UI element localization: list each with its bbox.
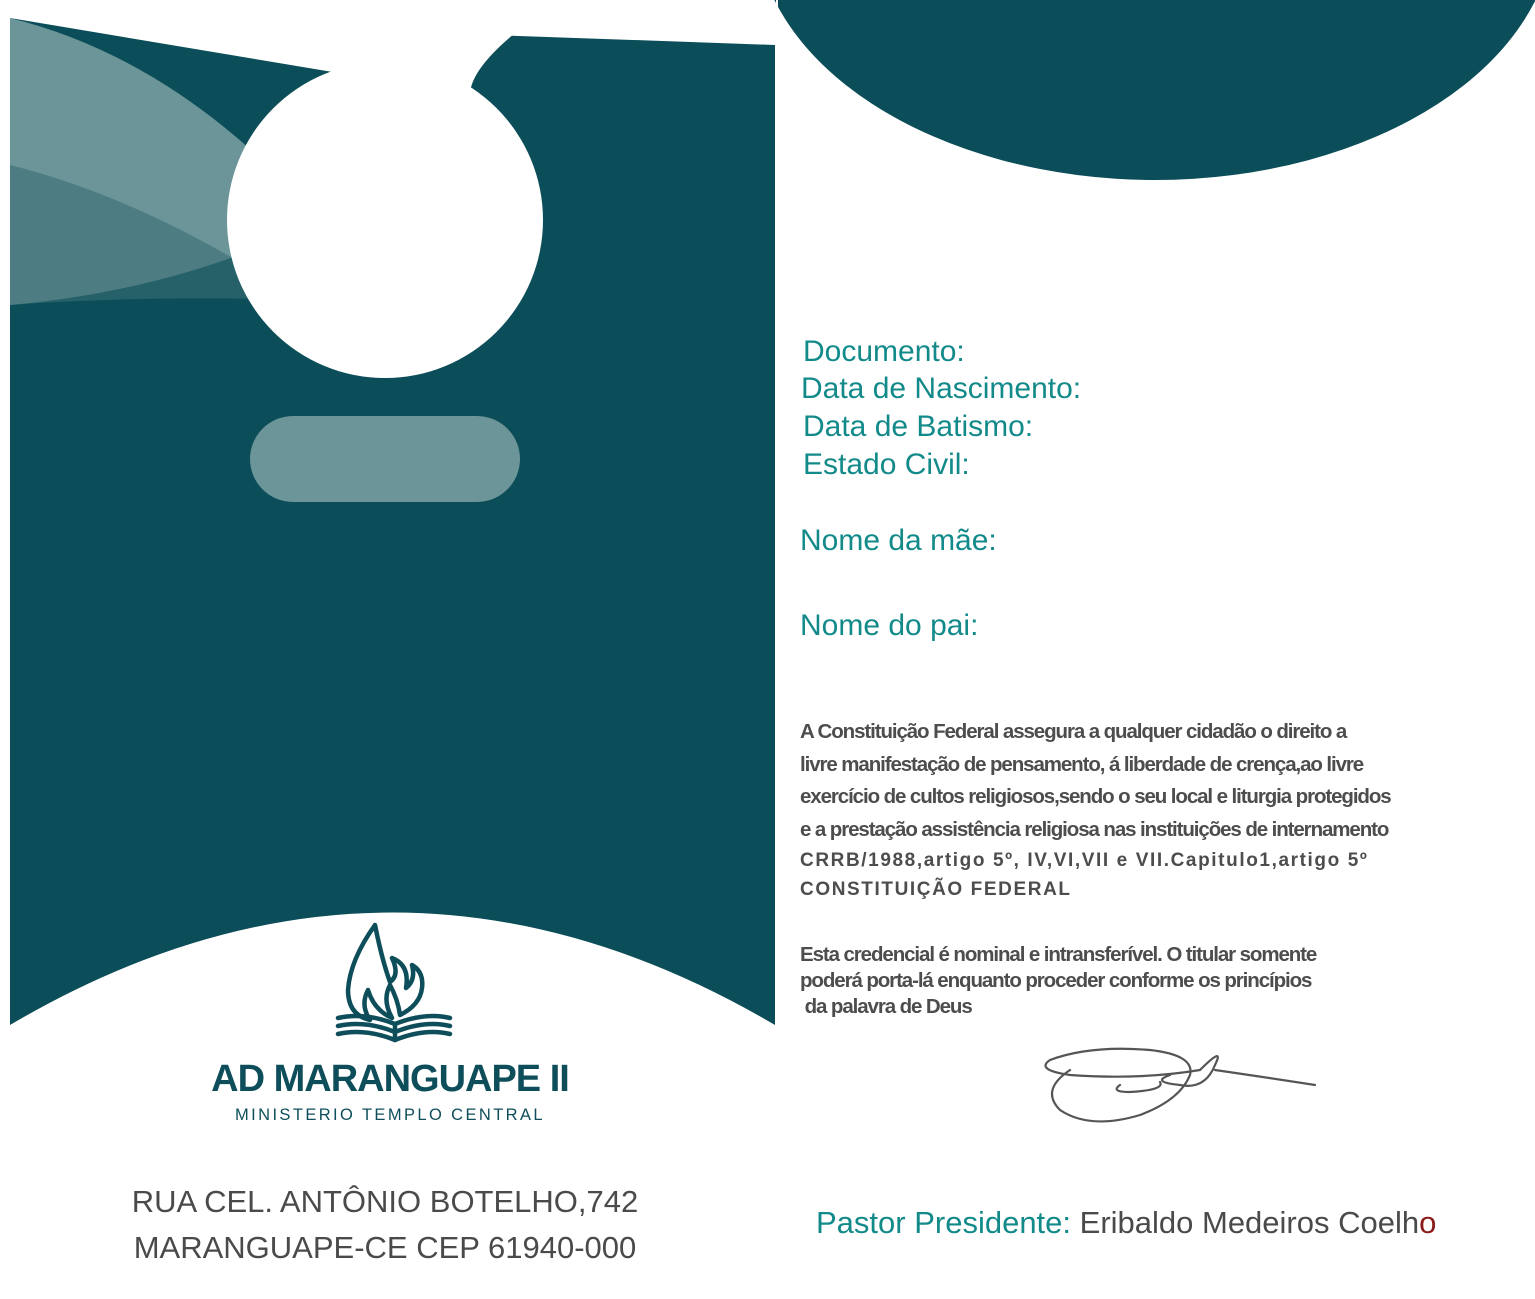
pastor-name: Eribaldo Medeiros Coelh [1071,1205,1420,1240]
logo-title: AD MARANGUAPE II [211,1058,569,1100]
legal-line-1: A Constituição Federal assegura a qualquer cidadão o direito a [800,720,1347,743]
notice-line-3: da palavra de Deus [800,995,972,1018]
pastor-name-last-char: o [1419,1205,1437,1240]
signature-icon [1030,1030,1330,1130]
pastor-presidente [816,1205,1436,1241]
name-pill [250,416,520,502]
field-nome-pai: Nome do pai: [800,609,979,642]
back-top-arc [755,0,1535,180]
field-data-batismo: Data de Batismo: [803,410,1034,443]
legal-ref-2: CONSTITUIÇÃO FEDERAL [800,879,1072,900]
photo-circle [227,62,543,378]
legal-reference [800,846,1520,904]
logo-subtitle: MINISTERIO TEMPLO CENTRAL [235,1106,545,1124]
address-line-1: RUA CEL. ANTÔNIO BOTELHO,742 [131,1184,639,1219]
field-documento: Documento: [803,335,965,368]
address-line-2: MARANGUAPE-CE CEP 61940-000 [133,1230,637,1265]
legal-line-3: exercício de cultos religiosos,sendo o seu local e liturgia protegidos [800,785,1391,808]
field-data-nascimento: Data de Nascimento: [801,372,1082,405]
legal-line-4: e a prestação assistência religiosa nas instituições de internamento [800,817,1389,841]
notice-line-1: Esta credencial é nominal e intransferível. O titular somente [800,943,1317,966]
legal-ref-1: CRRB/1988,artigo 5º, IV,VI,VII e VII.Capitulo1,artigo 5º [800,850,1369,871]
pastor-label: Pastor Presidente: [816,1205,1072,1240]
legal-text [800,716,1520,846]
notice-line-2: poderá porta-lá enquanto proceder conforme os princípios [800,969,1312,992]
field-nome-mae: Nome da mãe: [800,524,997,557]
field-estado-civil: Estado Civil: [803,448,970,481]
back-top-arc-mask [776,0,778,200]
notice-text [800,942,1520,1020]
flame-bible-icon [330,920,460,1050]
legal-line-2: livre manifestação de pensamento, á liberdade de crença,ao livre [800,752,1364,776]
